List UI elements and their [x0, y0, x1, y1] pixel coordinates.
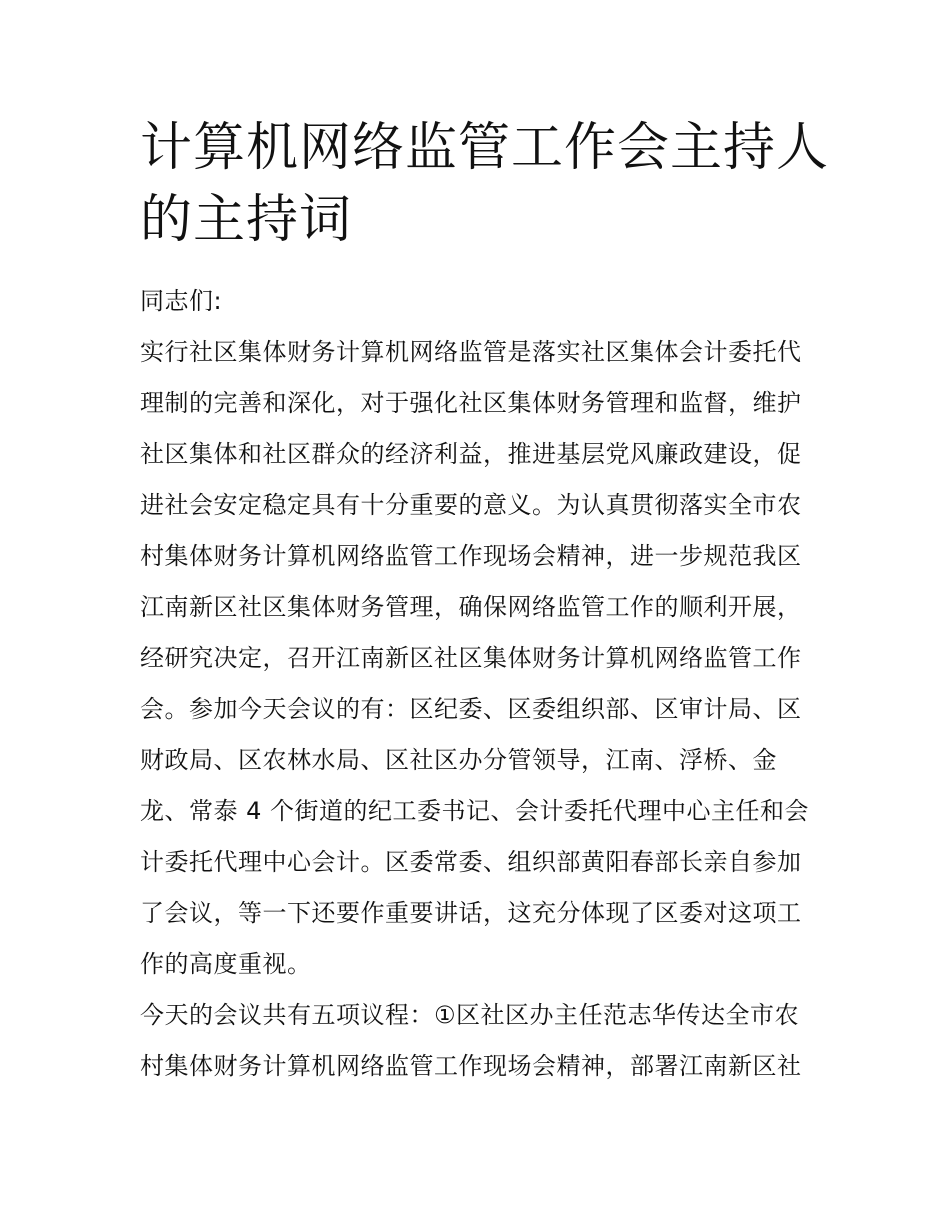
paragraph-line: 江南新区社区集体财务管理，确保网络监管工作的顺利开展， [140, 593, 802, 621]
paragraph-line: 财政局、区农林水局、区社区办分管领导，江南、浮桥、金 [140, 746, 777, 774]
greeting-line: 同志们: [140, 287, 223, 315]
paragraph-line: 进社会安定稳定具有十分重要的意义。为认真贯彻落实全市农 [140, 491, 802, 519]
document-title [140, 112, 830, 256]
document-body [140, 276, 820, 1092]
paragraph-line: 经研究决定，召开江南新区社区集体财务计算机网络监管工作 [140, 644, 802, 672]
paragraph-line: 村集体财务计算机网络监管工作现场会精神，部署江南新区社 [140, 1052, 802, 1080]
paragraph-line: 今天的会议共有五项议程：①区社区办主任范志华传达全市农 [140, 1001, 800, 1029]
paragraph-line: 龙、常泰 4 个街道的纪工委书记、会计委托代理中心主任和会 [140, 797, 810, 825]
paragraph-line: 了会议，等一下还要作重要讲话，这充分体现了区委对这项工 [140, 899, 802, 927]
title-line: 的主持词 [140, 190, 353, 250]
title-line: 计算机网络监管工作会主持人 [140, 118, 830, 178]
paragraph-line: 作的高度重视。 [140, 950, 312, 978]
paragraph-line: 社区集体和社区群众的经济利益，推进基层党风廉政建设，促 [140, 440, 802, 468]
paragraph-line: 实行社区集体财务计算机网络监管是落实社区集体会计委托代 [140, 338, 802, 366]
paragraph-line: 计委托代理中心会计。区委常委、组织部黄阳春部长亲自参加 [140, 848, 802, 876]
paragraph-line: 村集体财务计算机网络监管工作现场会精神，进一步规范我区 [140, 542, 802, 570]
paragraph-line: 会。参加今天会议的有：区纪委、区委组织部、区审计局、区 [140, 695, 802, 723]
paragraph-line: 理制的完善和深化，对于强化社区集体财务管理和监督，维护 [140, 389, 802, 417]
